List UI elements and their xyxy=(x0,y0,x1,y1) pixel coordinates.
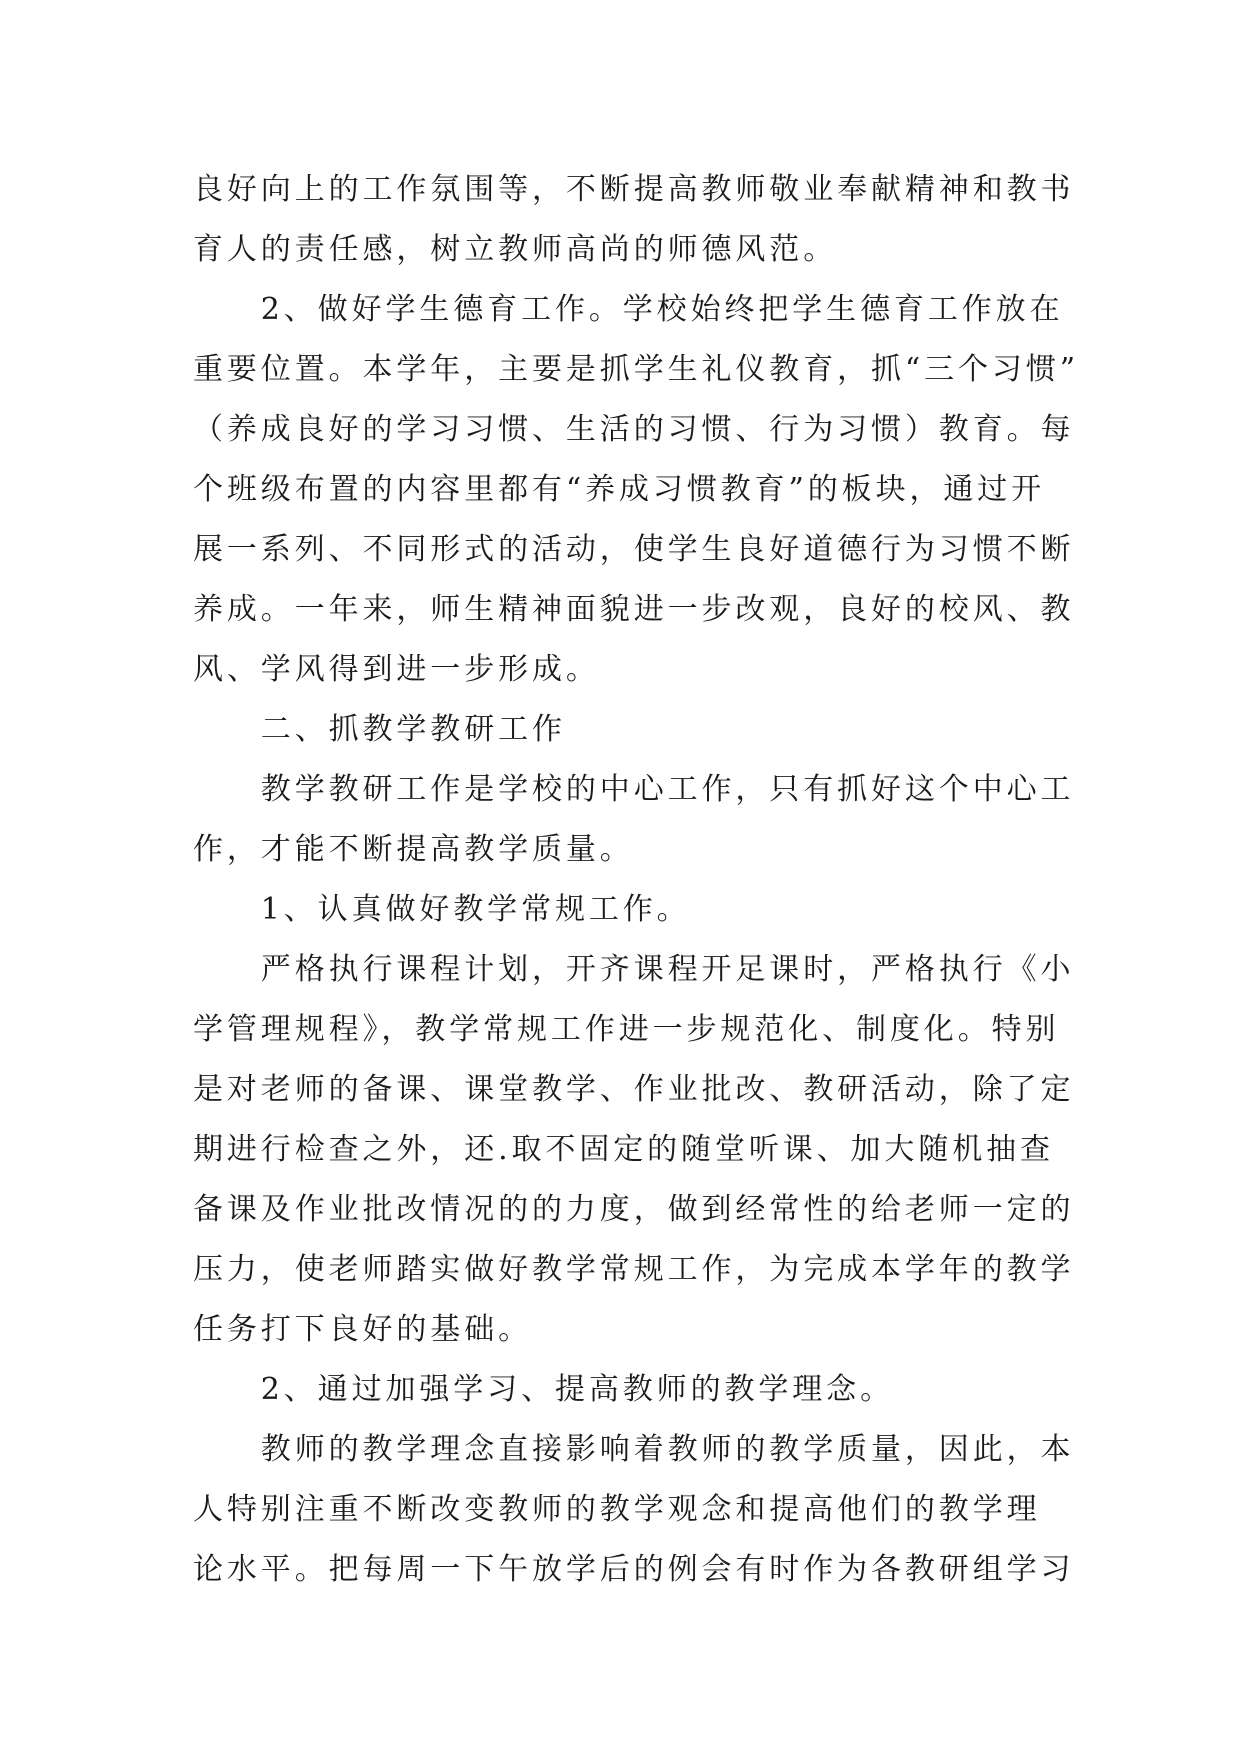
text-line: （养成良好的学习习惯、生活的习惯、行为习惯）教育。每 xyxy=(193,412,1075,447)
text-line: 养成。一年来，师生精神面貌进一步改观，良好的校风、教 xyxy=(193,592,1075,627)
section-heading: 二、抓教学教研工作 xyxy=(193,712,566,747)
text-line: 人特别注重不断改变教师的教学观念和提高他们的教学理 xyxy=(193,1492,1041,1527)
text-line: 学管理规程》，教学常规工作进一步规范化、制度化。特别 xyxy=(193,1012,1060,1047)
text-line: 论水平。把每周一下午放学后的例会有时作为各教研组学习 xyxy=(193,1552,1075,1587)
text-line: 是对老师的备课、课堂教学、作业批改、教研活动，除了定 xyxy=(193,1072,1075,1107)
text-line: 展一系列、不同形式的活动，使学生良好道德行为习惯不断 xyxy=(193,532,1075,567)
text-line: 严格执行课程计划，开齐课程开足课时，严格执行《小 xyxy=(193,952,1075,987)
text-line: 良好向上的工作氛围等，不断提高教师敬业奉献精神和教书 xyxy=(193,172,1075,207)
text-line: 期进行检查之外，还.取不固定的随堂听课、加大随机抽查 xyxy=(193,1132,1054,1167)
text-line: 育人的责任感，树立教师高尚的师德风范。 xyxy=(193,232,838,267)
subsection-heading: 2、通过加强学习、提高教师的教学理念。 xyxy=(193,1372,894,1407)
text-line: 备课及作业批改情况的的力度，做到经常性的给老师一定的 xyxy=(193,1192,1075,1227)
document-body xyxy=(193,160,1079,1600)
text-line: 风、学风得到进一步形成。 xyxy=(193,652,600,687)
subsection-heading: 1、认真做好教学常规工作。 xyxy=(193,892,691,927)
text-line: 任务打下良好的基础。 xyxy=(193,1312,532,1347)
text-line: 重要位置。本学年，主要是抓学生礼仪教育，抓“三个习惯” xyxy=(193,352,1079,387)
text-line: 教学教研工作是学校的中心工作，只有抓好这个中心工 xyxy=(193,772,1075,807)
text-line: 个班级布置的内容里都有“养成习惯教育”的板块，通过开 xyxy=(193,472,1046,507)
text-line: 教师的教学理念直接影响着教师的教学质量，因此，本 xyxy=(193,1432,1075,1467)
text-line: 2、做好学生德育工作。学校始终把学生德育工作放在 xyxy=(193,292,1064,327)
text-line: 作，才能不断提高教学质量。 xyxy=(193,832,634,867)
text-line: 压力，使老师踏实做好教学常规工作，为完成本学年的教学 xyxy=(193,1252,1075,1287)
